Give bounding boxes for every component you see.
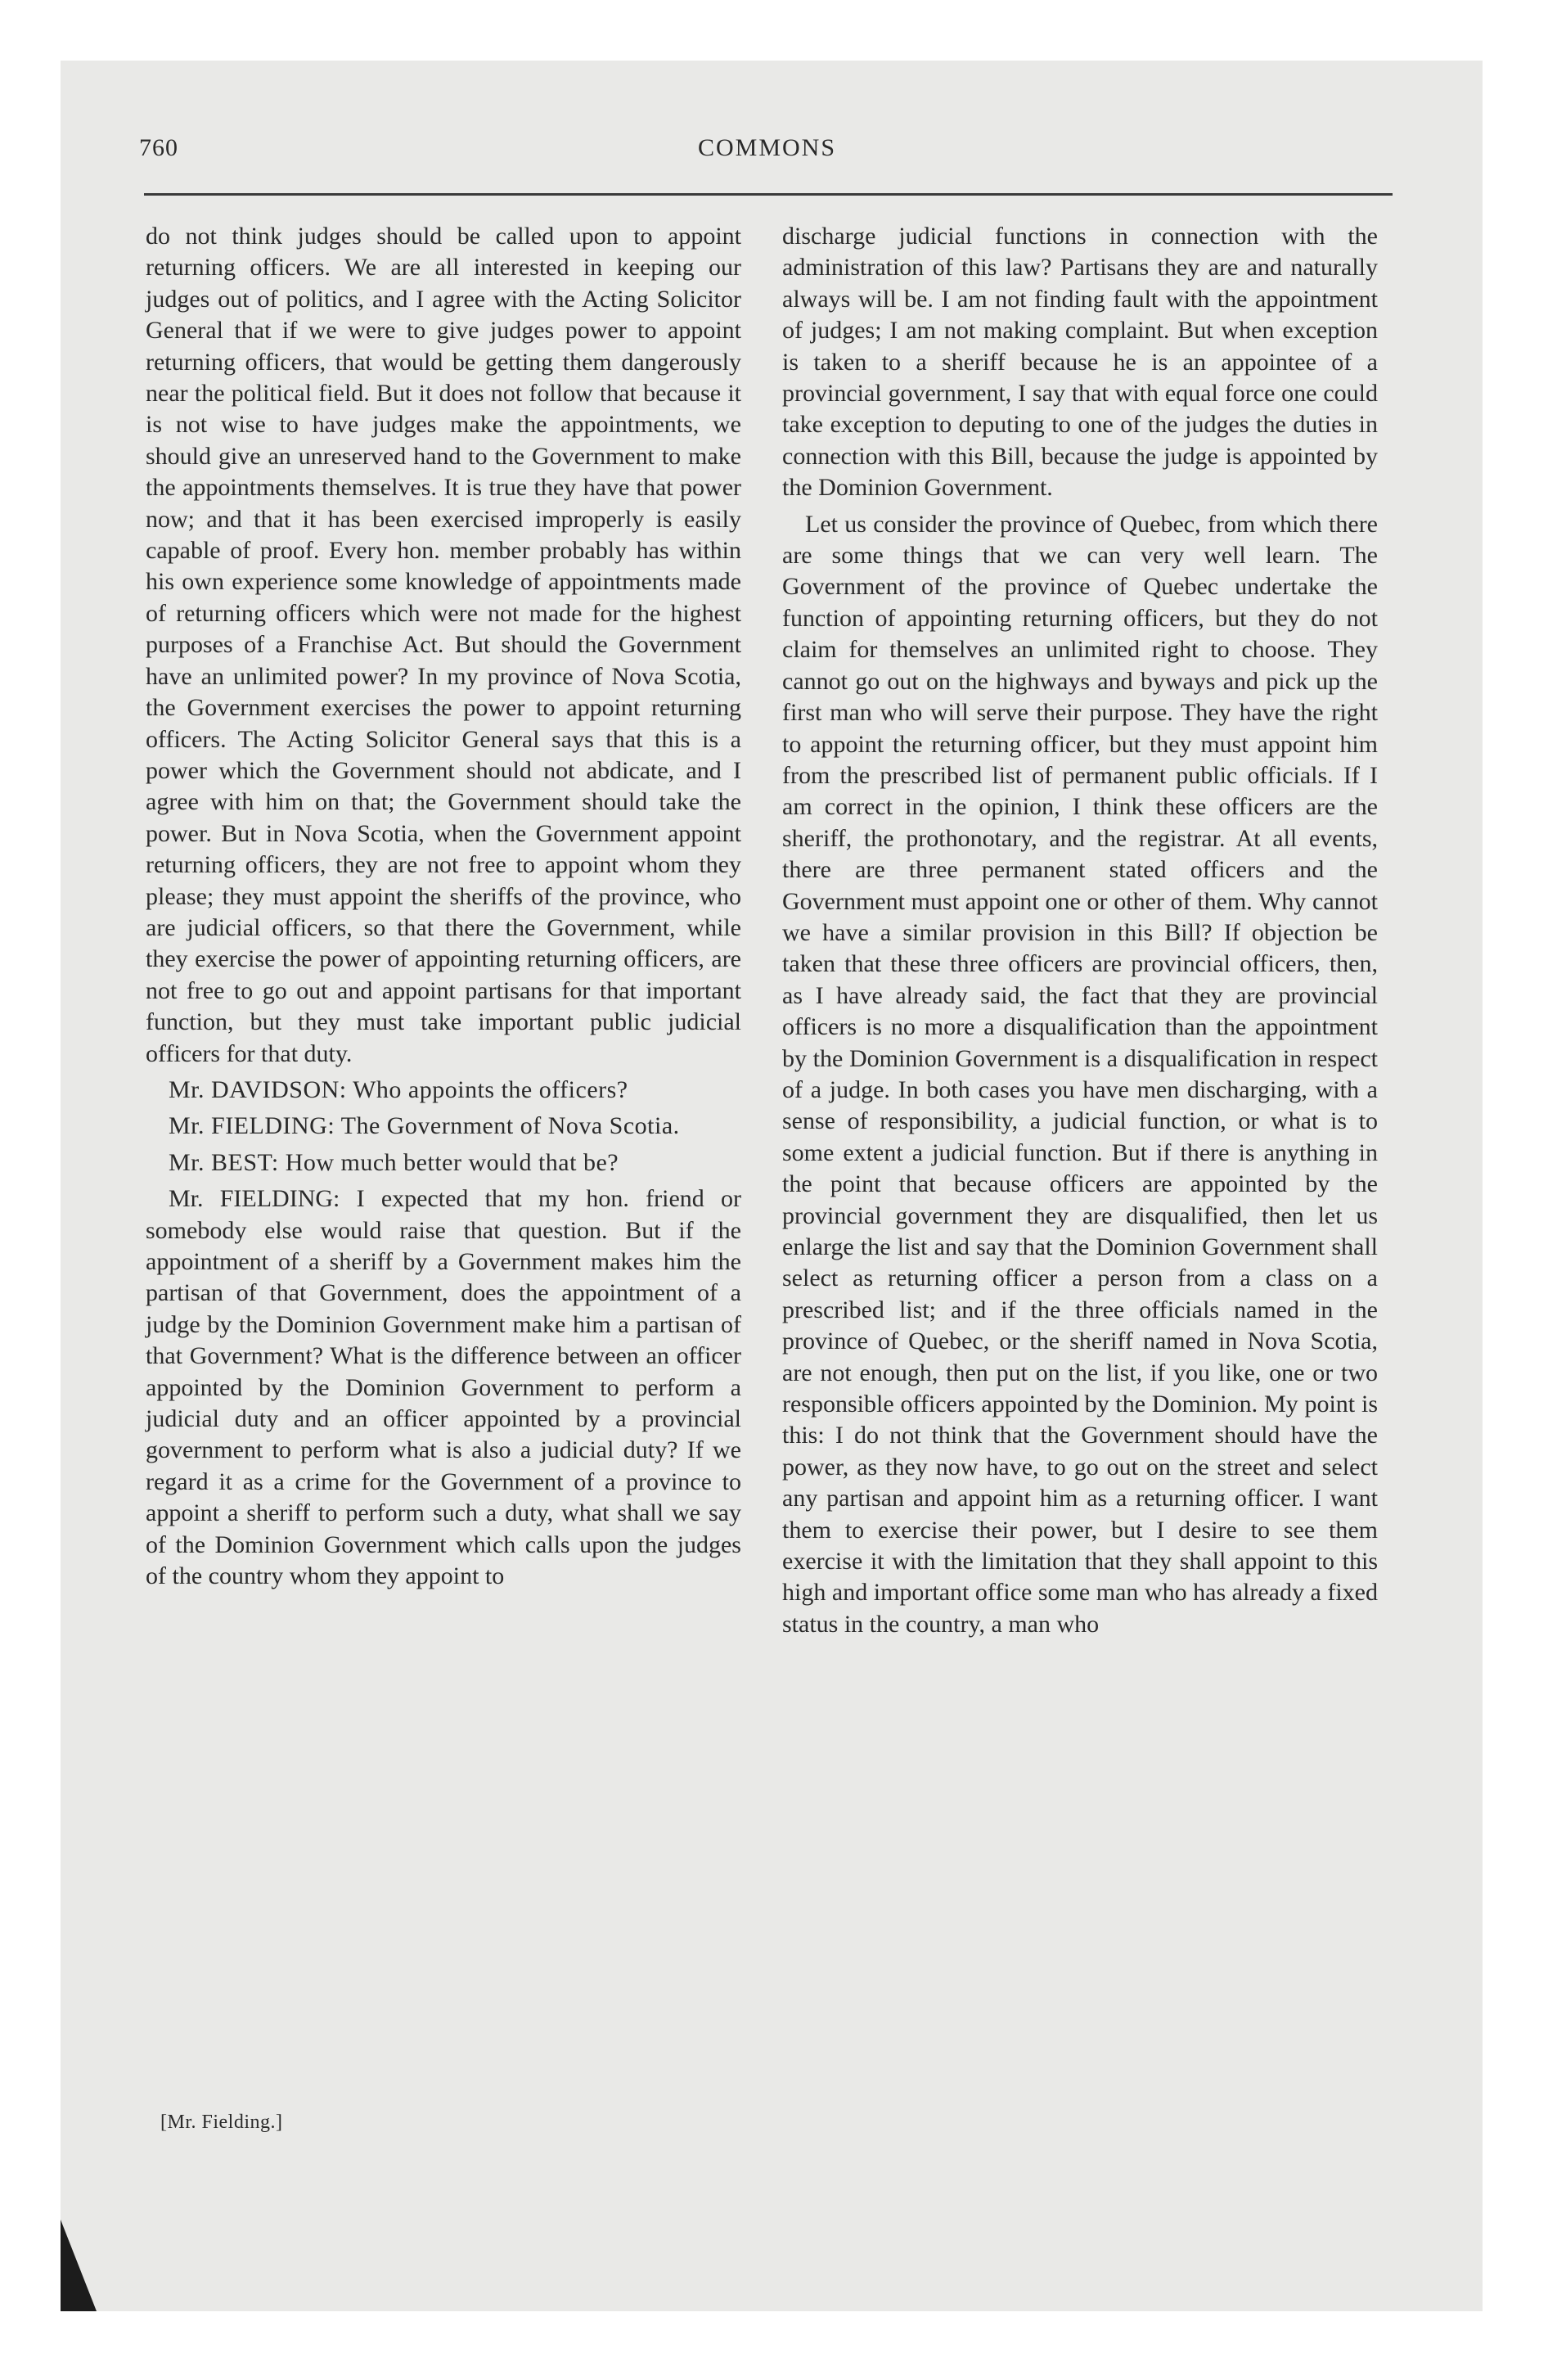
- page-header: [139, 134, 1395, 183]
- page-number: 760: [139, 134, 178, 161]
- left-column: [146, 221, 741, 1597]
- paragraph: do not think judges should be called upon to appoint returning officers. We are all interested in keeping our judges out of politics, and I agree with the Acting Solicitor General that if we were to give judges power to appoint returning officers, that would be getting them dangerously near the political field. But it does not follow that because it is not wise to have judges make the appointments, we should give an unreserved hand to the Government to make the appointments themselves. It is true they have that power now; and that it has been exercised improperly is easily capable of proof. Every hon. member probably has within his own experience some knowledge of appointments made of returning officers which were not made for the highest purposes of a Franchise Act. But should the Government have an unlimited power? In my province of Nova Scotia, the Government exercises the power to appoint returning officers. The Acting Solicitor General says that this is a power which the Government should not abdicate, and I agree with him on that; the Government should take the power. But in Nova Scotia, when the Government appoint returning officers, they are not free to appoint whom they please; they must appoint the sheriffs of the province, who are judicial officers, so that there the Government, while they exercise the power of appointing returning officers, are not free to go out and appoint partisans for that important function, but they must take important public judicial officers for that duty.: [146, 223, 741, 1067]
- header-rule: [144, 193, 1393, 196]
- speaker-line: Mr. BEST: How much better would that be?: [169, 1148, 619, 1176]
- footer-note: [Mr. Fielding.]: [160, 2112, 283, 2133]
- scan-corner-mark: [61, 2220, 97, 2311]
- paragraph: Let us consider the province of Quebec, from which there are some things that we can very well learn. The Government of the province of Quebec undertake the function of appointing returning officers, but they do not claim for themselves an unlimited right to choose. They cannot go out on the highways and byways and pick up the first man who will serve their purpose. They have the right to appoint the returning officer, but they must appoint him from the prescribed list of permanent public officials. If I am correct in the opinion, I think these officers are the sheriff, the prothonotary, and the registrar. At all events, there are three permanent stated officers and the Government must appoint one or other of them. Why cannot we have a similar provision in this Bill? If objection be taken that these three officers are provincial officers, then, as I have already said, the fact that they are provincial officers is no more a disqualification than the appointment by the Dominion Government is a disqualification in respect of a judge. In both cases you have men discharging, with a sense of responsibility, a judicial function, or what is to some extent a judicial function. But if there is anything in the point that because officers are appointed by the provincial government they are disqualified, then let us enlarge the list and say that the Dominion Government shall select as returning officer a person from a class on a prescribed list; and if the three officials named in the province of Quebec, or the sheriff named in Nova Scotia, are not enough, then put on the list, if you like, one or two responsible officers appointed by the Dominion. My point is this: I do not think that the Government should have the power, as they now have, to go out on the street and select any partisan and appoint him as a returning officer. I want them to exercise their power, but I desire to see them exercise it with the limitation that they shall appoint to this high and important office some man who has already a fixed status in the country, a man who: [782, 510, 1378, 1638]
- speaker-line: Mr. FIELDING: The Government of Nova Scotia.: [169, 1112, 680, 1140]
- right-column: [782, 221, 1378, 1645]
- running-head: COMMONS: [697, 134, 837, 161]
- paragraph: Mr. FIELDING: I expected that my hon. friend or somebody else would raise that question. But if the appointment of a sheriff by a Government makes him the partisan of that Government, does the appointment of a judge by the Dominion Government make him a partisan of that Government? What is the difference between an officer appointed by the Dominion Government to perform a judicial duty and an officer appointed by a provincial government to perform what is also a judicial duty? If we regard it as a crime for the Government of a province to appoint a sheriff to perform such a duty, what shall we say of the Dominion Government which calls upon the judges of the country whom they appoint to: [146, 1185, 741, 1590]
- speaker-line: Mr. DAVIDSON: Who appoints the officers?: [169, 1075, 628, 1103]
- paragraph: discharge judicial functions in connection with the administration of this law? Partisans they are and naturally always will be. I am not finding fault with the appointment of judges; I am not making complaint. But when exception is taken to a sheriff because he is an appointee of a provincial government, I say that with equal force one could take exception to deputing to one of the judges the duties in connection with this Bill, because the judge is appointed by the Dominion Government.: [782, 223, 1378, 502]
